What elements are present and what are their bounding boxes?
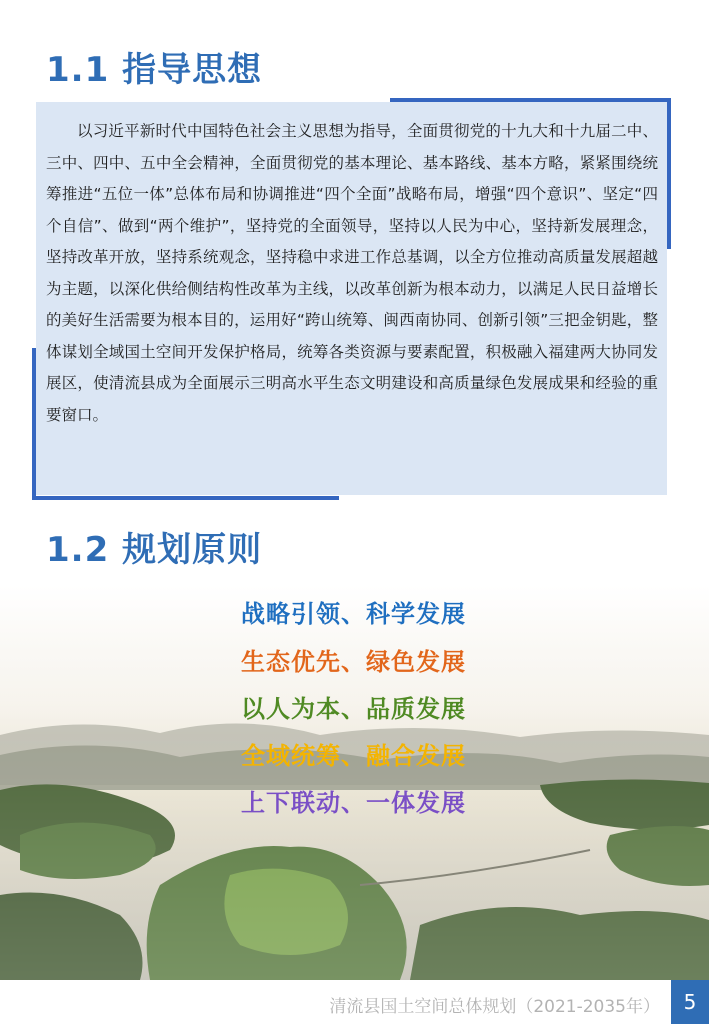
section-heading-planning-principles: 1.2 规划原则	[46, 530, 263, 570]
frame-accent-top	[390, 98, 671, 102]
frame-accent-left	[32, 348, 36, 500]
section-heading-guiding-ideology: 1.1 指导思想	[46, 50, 263, 90]
principle-item: 全域统筹、融合发展	[241, 742, 466, 770]
page-number: 5	[671, 980, 709, 1024]
document-title: 清流县国土空间总体规划（2021-2035年）	[329, 997, 660, 1017]
principle-item: 生态优先、绿色发展	[241, 648, 466, 676]
principle-item: 以人为本、品质发展	[241, 695, 466, 723]
page-footer	[0, 980, 709, 1024]
principle-item: 战略引领、科学发展	[241, 600, 466, 628]
guiding-ideology-paragraph: 以习近平新时代中国特色社会主义思想为指导，全面贯彻党的十九大和十九届二中、三中、四中、五中全会精神，全面贯彻党的基本理论、基本路线、基本方略，紧紧围绕统筹推进“五位一体”总体布局和协调推进“四个全面”战略布局，增强“四个意识”、坚定“四个自信”、做到“两个维护”，坚持党的全面领导，坚持以人民为中心，坚持新发展理念，坚持改革开放，坚持系统观念，坚持稳中求进工作总基调，以全方位推动高质量发展超越为主题，以深化供给侧结构性改革为主线，以改革创新为根本动力，以满足人民日益增长的美好生活需要为根本目的，运用好“跨山统筹、闽西南协同、创新引领”三把金钥匙，整体谋划全域国土空间开发保护格局，统筹各类资源与要素配置，积极融入福建两大协同发展区，使清流县成为全面展示三明高水平生态文明建设和高质量绿色发展成果和经验的重要窗口。	[46, 122, 658, 424]
principle-item: 上下联动、一体发展	[241, 789, 466, 817]
frame-accent-bottom	[32, 496, 339, 500]
frame-accent-right	[667, 98, 671, 249]
guiding-ideology-box	[36, 102, 667, 495]
